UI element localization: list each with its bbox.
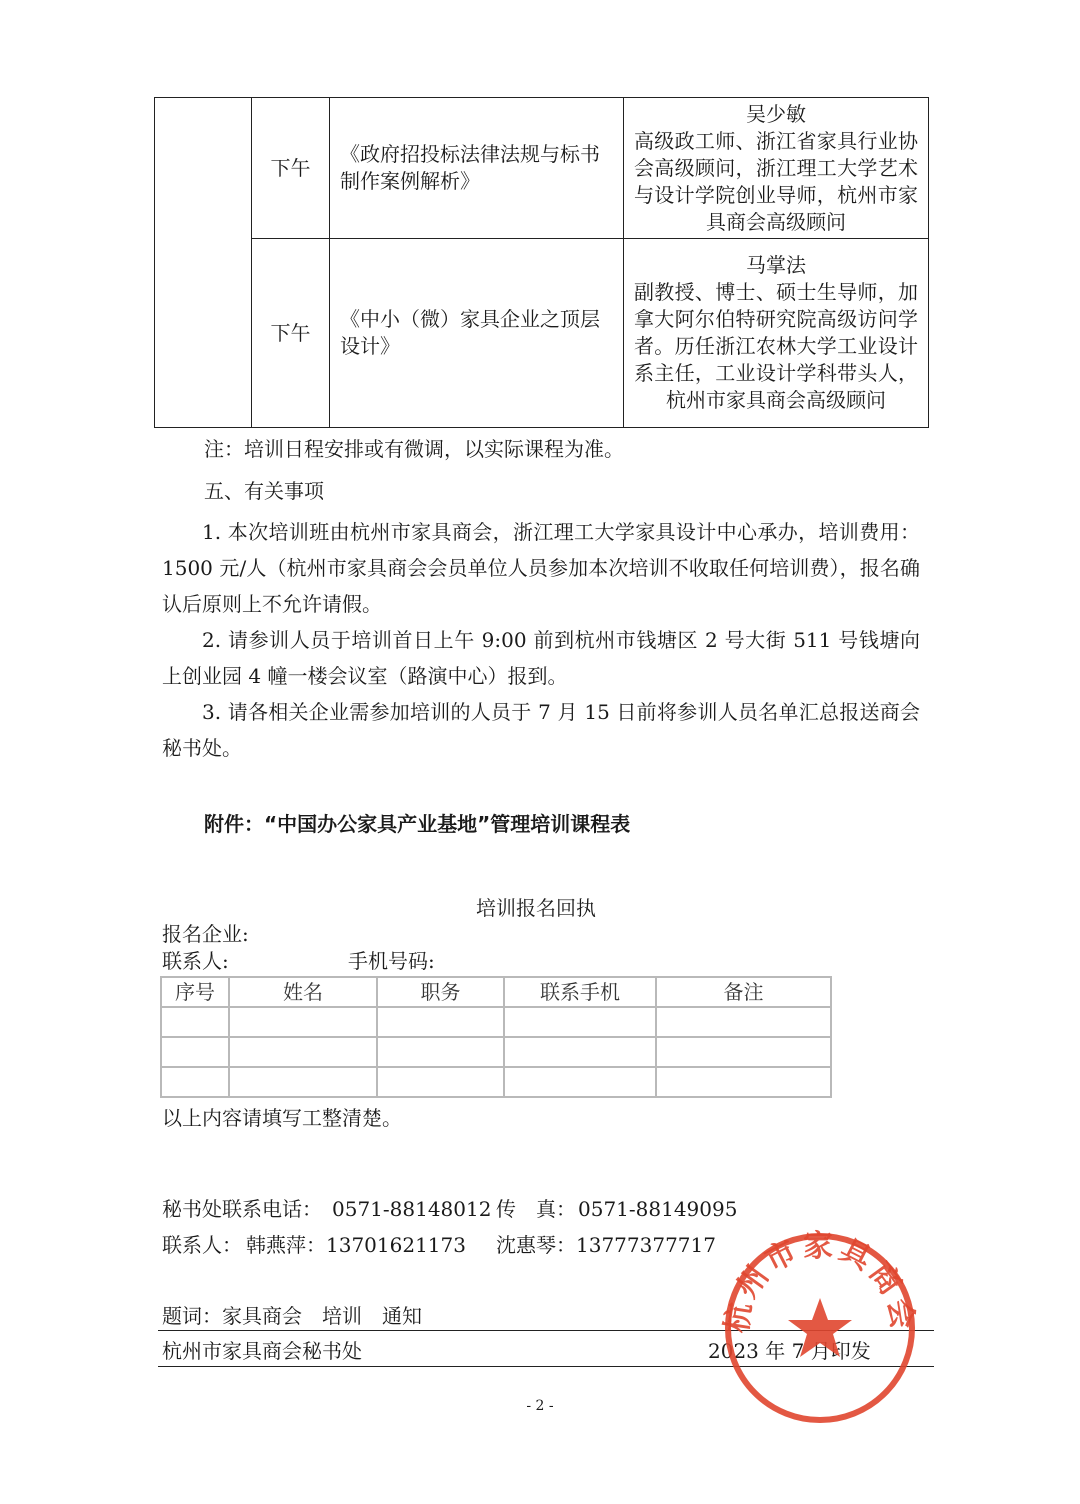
table-cell[interactable] [161, 1037, 229, 1067]
office-phone: 0571-88148012 [332, 1197, 492, 1221]
table-cell[interactable] [229, 1037, 377, 1067]
schedule-time: 下午 [252, 239, 330, 428]
schedule-date-cell [155, 98, 252, 428]
section-heading: 五、有关事项 [204, 479, 324, 503]
office-phone-label: 秘书处联系电话： [162, 1197, 322, 1221]
seal-text: 杭州市家具商会 [720, 1229, 920, 1336]
lecturer-description: 副教授、博士、硕士生导师，加拿大阿尔伯特研究院高级访问学者。历任浙江农林大学工业设计系主任，工业设计学科带头人，杭州市家具商会高级顾问 [634, 280, 918, 412]
lecturer-name: 马掌法 [746, 253, 806, 277]
contact-person-2: 沈惠琴：13777377717 [496, 1233, 716, 1257]
schedule-row [155, 239, 929, 428]
schedule-table [154, 97, 929, 428]
attachment-title: 附件：“中国办公家具产业基地”管理培训课程表 [204, 812, 631, 836]
table-row [161, 1067, 831, 1097]
table-row [161, 1037, 831, 1067]
registration-table [160, 976, 832, 1098]
company-label: 报名企业: [162, 922, 249, 946]
table-cell[interactable] [504, 1007, 656, 1037]
table-cell[interactable] [377, 1067, 504, 1097]
table-cell[interactable] [656, 1067, 831, 1097]
table-cell[interactable] [377, 1007, 504, 1037]
column-header: 姓名 [229, 977, 377, 1007]
table-cell[interactable] [656, 1007, 831, 1037]
schedule-row [155, 98, 929, 239]
table-cell[interactable] [656, 1037, 831, 1067]
lecturer-description: 高级政工师、浙江省家具行业协会高级顾问，浙江理工大学艺术与设计学院创业导师，杭州市家具商会高级顾问 [634, 128, 918, 234]
notice-item-3: 3. 请各相关企业需参加培训的人员于 7 月 15 日前将参训人员名单汇总报送商会秘书处。 [162, 700, 920, 760]
notice-item-2: 2. 请参训人员于培训首日上午 9:00 前到杭州市钱塘区 2 号大街 511 号钱塘向上创业园 4 幢一楼会议室（路演中心）报到。 [162, 628, 920, 688]
fax-label: 传 真： [496, 1197, 576, 1221]
table-cell[interactable] [229, 1067, 377, 1097]
registration-footnote: 以上内容请填写工整清楚。 [162, 1106, 402, 1130]
issuer: 杭州市家具商会秘书处 [162, 1339, 362, 1363]
schedule-course-title: 《政府招投标法律法规与标书制作案例解析》 [330, 98, 624, 239]
column-header: 序号 [161, 977, 229, 1007]
table-cell[interactable] [161, 1007, 229, 1037]
notice-item-1: 1. 本次培训班由杭州市家具商会，浙江理工大学家具设计中心承办，培训费用：1500 元/人（杭州市家具商会会员单位人员参加本次培训不收取任何培训费），报名确认后原则上不允许请假。 [162, 520, 920, 616]
contact-person-label: 联系人： [162, 1233, 242, 1257]
registration-title: 培训报名回执 [476, 896, 596, 920]
contact-label: 联系人: [162, 949, 229, 973]
column-header: 备注 [656, 977, 831, 1007]
table-cell[interactable] [377, 1037, 504, 1067]
fax-number: 0571-88149095 [578, 1197, 738, 1221]
table-cell[interactable] [504, 1067, 656, 1097]
schedule-note: 注：培训日程安排或有微调，以实际课程为准。 [204, 437, 624, 461]
table-cell[interactable] [504, 1037, 656, 1067]
column-header: 联系手机 [504, 977, 656, 1007]
schedule-course-title: 《中小（微）家具企业之顶层设计》 [330, 239, 624, 428]
schedule-lecturer [624, 239, 929, 428]
table-cell[interactable] [161, 1067, 229, 1097]
table-row [161, 1007, 831, 1037]
keywords: 题词：家具商会 培训 通知 [162, 1304, 422, 1328]
registration-header-row [161, 977, 831, 1007]
table-cell[interactable] [229, 1007, 377, 1037]
issue-date: 2023 年 7 月印发 [708, 1339, 871, 1363]
phone-label: 手机号码: [348, 949, 435, 973]
lecturer-name: 吴少敏 [746, 101, 806, 126]
official-seal [720, 1228, 920, 1428]
column-header: 职务 [377, 977, 504, 1007]
schedule-lecturer [624, 98, 929, 239]
contact-person-1: 韩燕萍：13701621173 [246, 1233, 466, 1257]
schedule-time: 下午 [252, 98, 330, 239]
page-number: - 2 - [526, 1398, 554, 1414]
star-icon [788, 1298, 852, 1357]
